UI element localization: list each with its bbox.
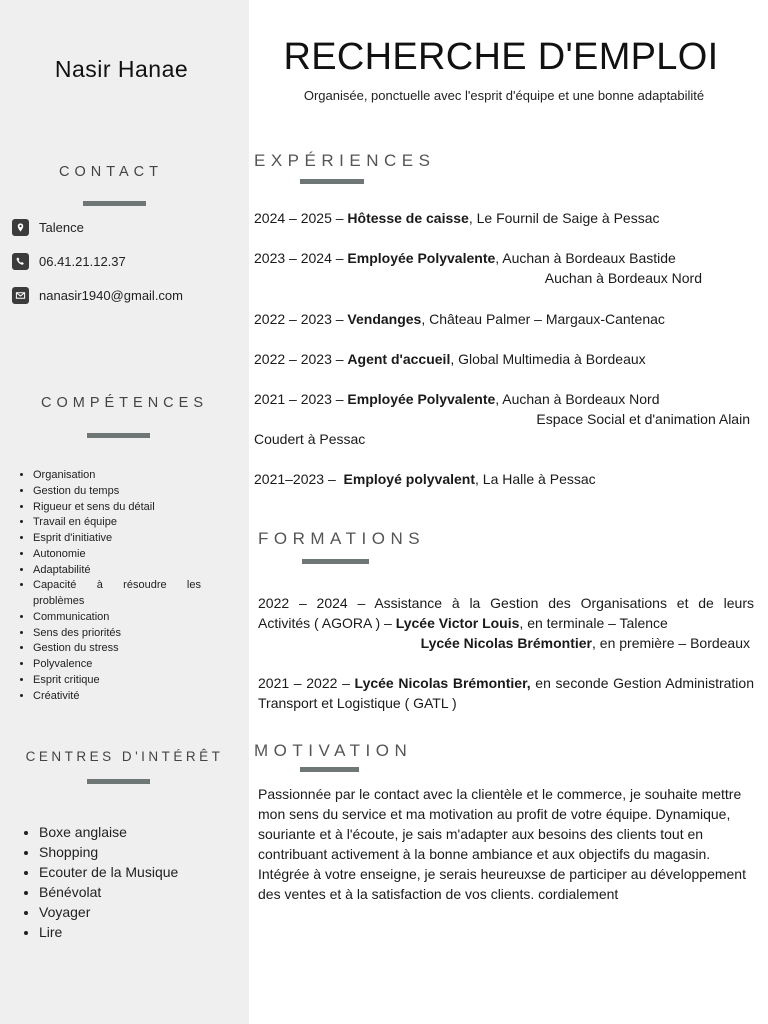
- skills-list: [33, 468, 201, 704]
- contact-phone: [12, 253, 126, 270]
- contact-location: [12, 219, 84, 236]
- phone-icon: [12, 253, 29, 270]
- experiences-divider: [300, 179, 364, 184]
- envelope-icon: [12, 287, 29, 304]
- skill-item: • Polyvalence: [33, 657, 201, 673]
- skill-item: • Gestion du stress: [33, 641, 201, 657]
- motivation-text: Passionnée par le contact avec la clientèle et le commerce, je souhaite mettre mon sens du service et ma motivation au profit de votre équipe. Dynamique, souriante et à l'écoute, je sais m'adapter aux besoins des clients tout en contribuant activement à la bonne ambiance et aux objectifs du magasin. Intégrée à votre enseigne, je serais heureuxse de participer au développement des ventes et à la satisfaction de vos clients. cordialement: [258, 786, 746, 902]
- location-pin-icon: [12, 219, 29, 236]
- contact-email: [12, 287, 183, 304]
- experience-item: 2021 – 2023 – Employée Polyvalente, Auchan à Bordeaux Nord Espace Social et d'animation Alain Coudert à Pessac: [254, 391, 750, 447]
- main-content: [249, 0, 768, 1024]
- skill-item: • Sens des priorités: [33, 626, 201, 642]
- skill-item: • Capacité à résoudre les problèmes: [33, 578, 201, 610]
- motivation-divider: [300, 767, 359, 772]
- skill-item: • Communication: [33, 610, 201, 626]
- interest-item: • Ecouter de la Musique: [39, 862, 178, 882]
- formations-divider: [302, 559, 369, 564]
- experience-item: 2023 – 2024 – Employée Polyvalente, Auchan à Bordeaux Bastide Auchan à Bordeaux Nord: [254, 250, 702, 286]
- skill-item: • Autonomie: [33, 547, 201, 563]
- page-subtitle: Organisée, ponctuelle avec l'esprit d'équipe et une bonne adaptabilité: [303, 88, 705, 103]
- sidebar: [0, 0, 249, 1024]
- interest-item: • Boxe anglaise: [39, 822, 178, 842]
- motivation-heading: MOTIVATION: [254, 741, 413, 760]
- skill-item: • Esprit d'initiative: [33, 531, 201, 547]
- formation-item: 2022 – 2024 – Assistance à la Gestion des Organisations et de leurs Activités ( AGORA ) – Lycée Victor Louis, en terminale – Talence Lycée Nicolas Brémontier, en première – Bordeaux: [258, 595, 754, 651]
- experience-item: 2024 – 2025 – Hôtesse de caisse, Le Fournil de Saige à Pessac: [254, 210, 660, 226]
- skill-item: • Adaptabilité: [33, 563, 201, 579]
- experience-item: 2021–2023 – Employé polyvalent, La Halle à Pessac: [254, 471, 596, 487]
- phone-text[interactable]: 06.41.21.12.37: [39, 254, 126, 269]
- contact-divider: [83, 201, 146, 206]
- skills-divider: [87, 433, 150, 438]
- skill-item: • Travail en équipe: [33, 515, 201, 531]
- location-text: Talence: [39, 220, 84, 235]
- interest-item: • Bénévolat: [39, 882, 178, 902]
- skill-item: • Esprit critique: [33, 673, 201, 689]
- interests-list: [39, 822, 178, 942]
- skill-item: • Créativité: [33, 689, 201, 705]
- experience-item: 2022 – 2023 – Vendanges, Château Palmer – Margaux-Cantenac: [254, 311, 665, 327]
- candidate-name: Nasir Hanae: [54, 56, 189, 82]
- skills-heading: COMPÉTENCES: [41, 395, 208, 411]
- page-title: RECHERCHE D'EMPLOI: [283, 36, 719, 78]
- interests-divider: [87, 779, 150, 784]
- skill-item: • Organisation: [33, 468, 201, 484]
- email-text[interactable]: nanasir1940@gmail.com: [39, 288, 183, 303]
- interest-item: • Shopping: [39, 842, 178, 862]
- contact-heading: CONTACT: [58, 164, 163, 180]
- skill-item: • Gestion du temps: [33, 484, 201, 500]
- experiences-heading: EXPÉRIENCES: [254, 151, 436, 170]
- experience-item: 2022 – 2023 – Agent d'accueil, Global Multimedia à Bordeaux: [254, 351, 646, 367]
- skill-item: • Rigueur et sens du détail: [33, 500, 201, 516]
- interest-item: • Lire: [39, 922, 178, 942]
- interests-heading: CENTRES D'INTÉRÊT: [25, 749, 224, 764]
- interest-item: • Voyager: [39, 902, 178, 922]
- formation-item: 2021 – 2022 – Lycée Nicolas Brémontier, en seconde Gestion Administration Transport et Logistique ( GATL ): [258, 675, 754, 711]
- formations-heading: FORMATIONS: [258, 529, 426, 548]
